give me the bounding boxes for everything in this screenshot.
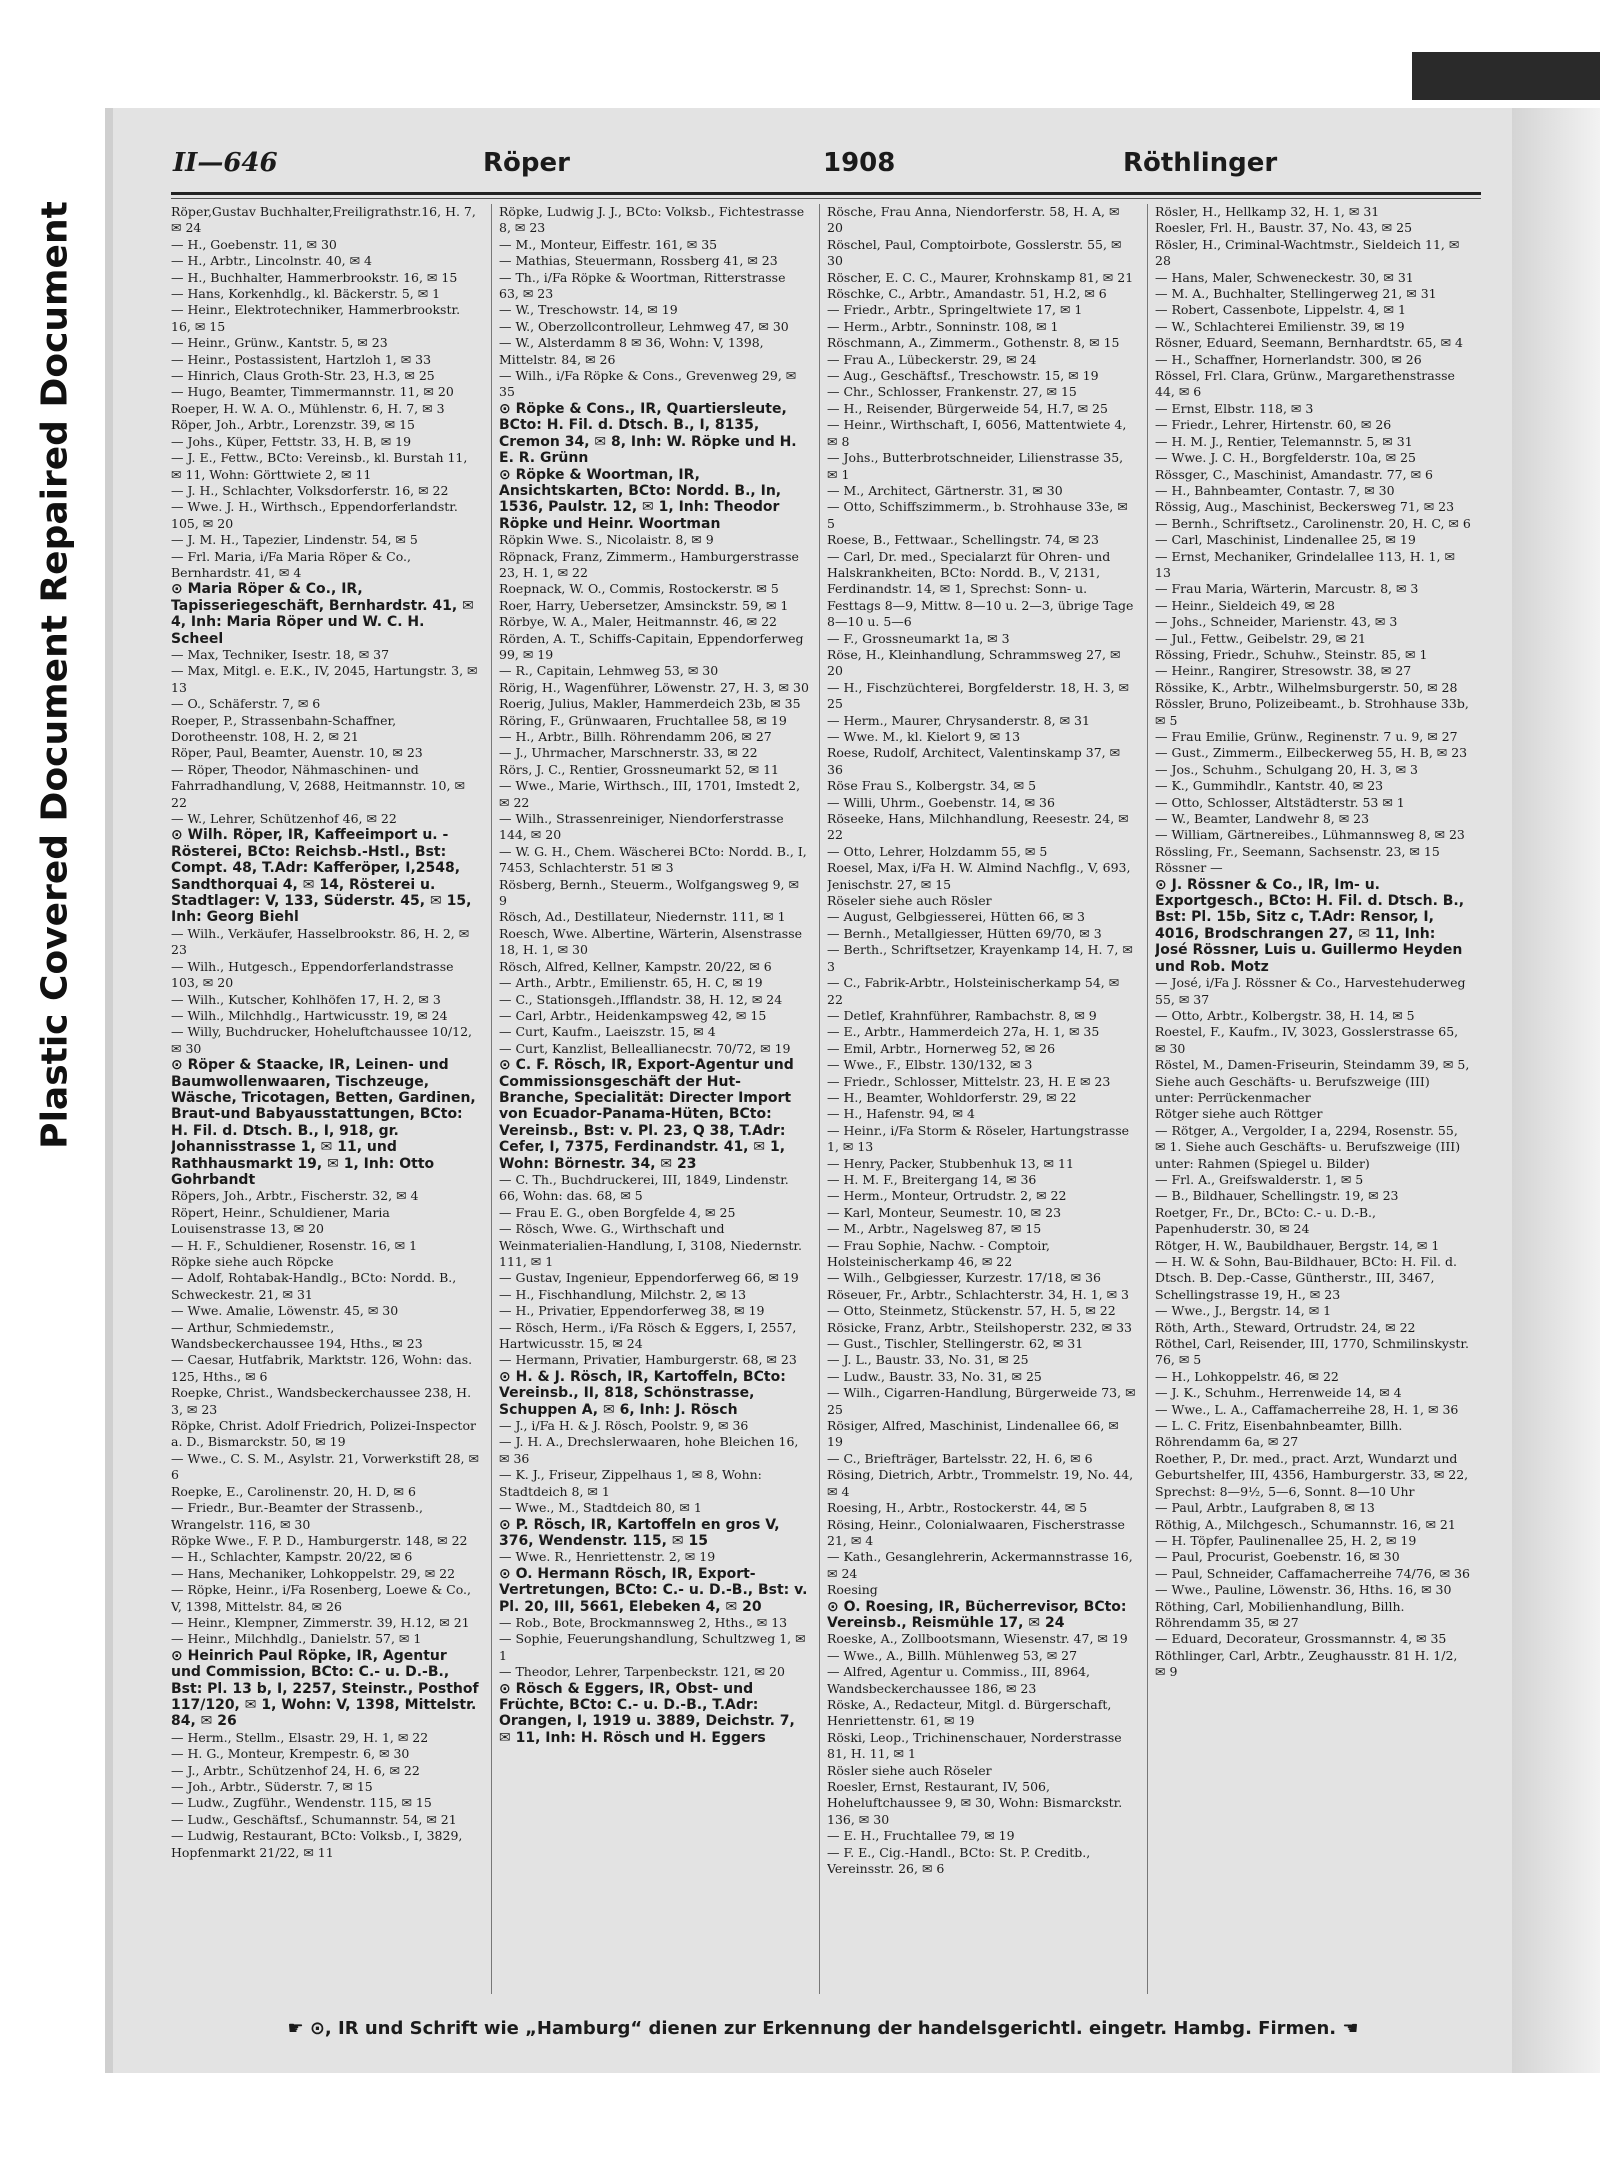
directory-entry: — Max, Techniker, Isestr. 18, ✉ 37 [171, 646, 390, 662]
directory-entry: — Heinr., Milchhdlg., Danielstr. 57, ✉ 1 [171, 1631, 422, 1647]
directory-entry: — H., Schlachter, Kampstr. 20/22, ✉ 6 [171, 1549, 413, 1565]
directory-entry: — Ludw., Baustr. 33, No. 31, ✉ 25 [827, 1368, 1042, 1384]
directory-entry: — Curt, Kanzlist, Belleallianecstr. 70/72, ✉ 19 [499, 1040, 791, 1056]
directory-entry: — Ernst, Elbstr. 118, ✉ 3 [1155, 400, 1314, 416]
directory-entry: Rösicke, Franz, Arbtr., Steilshoperstr. 232, ✉ 33 [827, 1319, 1132, 1335]
directory-entry: Rösner, Eduard, Seemann, Bernhardtstr. 65, ✉ 4 [1155, 335, 1463, 351]
directory-entry: Rörbye, W. A., Maler, Heitmannstr. 46, ✉ 22 [499, 614, 777, 630]
directory-entry: — Wwe., Marie, Wirthsch., III, 1701, Imstedt 2, ✉ 22 [499, 778, 801, 810]
directory-entry: Roesel, Max, i/Fa H. W. Almind Nachflg., V, 693, Jenischstr. 27, ✉ 15 [827, 860, 1131, 892]
directory-entry: — Friedr., Bur.-Beamter der Strassenb., Wrangelstr. 116, ✉ 30 [171, 1500, 423, 1532]
directory-entry: — Herm., Stellm., Elsastr. 29, H. 1, ✉ 22 [171, 1729, 429, 1745]
directory-entry: Roeper, H. W. A. O., Mühlenstr. 6, H. 7, ✉ 3 [171, 400, 445, 416]
directory-entry: — Herm., Arbtr., Sonninstr. 108, ✉ 1 [827, 318, 1059, 334]
directory-entry: Rösler, H., Hellkamp 32, H. 1, ✉ 31 [1155, 204, 1380, 219]
directory-entry: Rösch, Alfred, Kellner, Kampstr. 20/22, ✉ 6 [499, 958, 772, 974]
directory-entry: — J. E., Fettw., BCto: Vereinsb., kl. Burstah 11, ✉ 11, Wohn: Görttwiete 2, ✉ 11 [171, 450, 468, 482]
directory-entry: — Frau A., Lübeckerstr. 29, ✉ 24 [827, 351, 1037, 367]
directory-entry: — W., Treschowstr. 14, ✉ 19 [499, 302, 678, 318]
directory-entry: — H., Buchhalter, Hammerbrookstr. 16, ✉ 15 [171, 269, 458, 285]
directory-entry: — C. Th., Buchdruckerei, III, 1849, Lindenstr. 66, Wohn: das. 68, ✉ 5 [499, 1171, 789, 1204]
directory-entry: — Frl. A., Greifswalderstr. 1, ✉ 5 [1155, 1171, 1364, 1187]
directory-entry: Röthing, Carl, Mobilienhandlung, Billh. Röhrendamm 35, ✉ 27 [1155, 1598, 1405, 1630]
directory-entry: Rösing, Heinr., Colonialwaaren, Fischerstrasse 21, ✉ 4 [827, 1516, 1125, 1548]
directory-entry: — O., Schäferstr. 7, ✉ 6 [171, 696, 321, 712]
directory-entry: — W. G. H., Chem. Wäscherei BCto: Nordd. B., I, 7453, Schlachterstr. 51 ✉ 3 [499, 843, 807, 876]
directory-entry: — M. A., Buchhalter, Stellingerweg 21, ✉ 31 [1155, 286, 1437, 302]
directory-entry: — Berth., Schriftsetzer, Krayenkamp 14, H. 7, ✉ 3 [827, 942, 1133, 974]
directory-entry: — Wilh., Hutgesch., Eppendorferlandstrasse 103, ✉ 20 [171, 958, 454, 991]
directory-entry: — Joh., Arbtr., Süderstr. 7, ✉ 15 [171, 1779, 373, 1794]
directory-entry: — Ludwig, Restaurant, BCto: Volksb., I, 3829, Hopfenmarkt 21/22, ✉ 11 [171, 1828, 463, 1860]
directory-entry: — J. H., Schlachter, Volksdorferstr. 16, ✉ 22 [171, 482, 449, 498]
header-year: 1908 [823, 148, 896, 178]
directory-entry: Roesing, H., Arbtr., Rostockerstr. 44, ✉ 5 [827, 1500, 1088, 1516]
page-number: II—646 [173, 148, 278, 178]
directory-entry: — H. Töpfer, Paulinenallee 25, H. 2, ✉ 19 [1155, 1532, 1417, 1548]
directory-entry: — Jos., Schuhm., Schulgang 20, H. 3, ✉ 3 [1155, 761, 1418, 777]
directory-entry: — Wwe., M., Stadtdeich 80, ✉ 1 [499, 1500, 702, 1516]
directory-entry: — Heinr., Elektrotechniker, Hammerbrookstr. 16, ✉ 15 [171, 302, 461, 334]
directory-entry: Rösch, Ad., Destillateur, Niedernstr. 111, ✉ 1 [499, 909, 786, 925]
directory-entry: ⊙ Wilh. Röper, IR, Kaffeeimport u. -Rösterei, BCto: Reichsb.-Hstl., Bst: Compt. 48, T.Adr: Kafferöper, I,2548, Sandthorquai 4, ✉ 14, Rösterei u. Stadtlager: V, 133, Süderstr. 45, ✉ 15, Inh: Georg Biehl [171, 827, 472, 926]
directory-page [105, 108, 1520, 2073]
directory-entry: — Heinr., i/Fa Storm & Röseler, Hartungstrasse 1, ✉ 13 [827, 1122, 1130, 1155]
directory-entry: Röseeke, Hans, Milchhandlung, Reesestr. 24, ✉ 22 [827, 811, 1129, 843]
directory-entry: — Otto, Arbtr., Kolbergstr. 38, H. 14, ✉ 5 [1155, 1007, 1415, 1023]
directory-entry: — Wwe., L. A., Caffamacherreihe 28, H. 1, ✉ 36 [1155, 1401, 1459, 1417]
directory-entry: — W., Beamter, Landwehr 8, ✉ 23 [1155, 811, 1370, 827]
directory-entry: — Wilh., Kutscher, Kohlhöfen 17, H. 2, ✉ 3 [171, 991, 441, 1007]
directory-entry: ⊙ Röpke & Woortman, IR, Ansichtskarten, BCto: Nordd. B., In, 1536, Paulstr. 12, ✉ 1, Inh: Theodor Röpke und Heinr. Woortman [499, 466, 782, 532]
directory-entry: — J. M. H., Tapezier, Lindenstr. 54, ✉ 5 [171, 532, 418, 548]
directory-entry: — Willy, Buchdrucker, Hoheluftchaussee 10/12, ✉ 30 [171, 1024, 473, 1056]
directory-entry: Roepnack, W. O., Commis, Rostockerstr. ✉ 5 [499, 581, 779, 597]
directory-entry: — Chr., Schlosser, Frankenstr. 27, ✉ 15 [827, 384, 1077, 400]
directory-entry: — Friedr., Schlosser, Mittelstr. 23, H. E ✉ 23 [827, 1073, 1111, 1089]
directory-entry: ⊙ Maria Röper & Co., IR, Tapisseriegeschäft, Bernhardstr. 41, ✉ 4, Inh: Maria Röper und W. C. H. Scheel [171, 581, 474, 647]
directory-entry: — Wwe., C. S. M., Asylstr. 21, Vorwerkstift 28, ✉ 6 [171, 1450, 479, 1483]
directory-entry: — K. J., Friseur, Zippelhaus 1, ✉ 8, Wohn: Stadtdeich 8, ✉ 1 [499, 1467, 762, 1499]
directory-entry: — C., Briefträger, Bartelsstr. 22, H. 6, ✉ 6 [827, 1450, 1093, 1466]
directory-entry: — Otto, Schlosser, Altstädterstr. 53 ✉ 1 [1155, 794, 1405, 810]
directory-entry: — Carl, Arbtr., Heidenkampsweg 42, ✉ 15 [499, 1007, 767, 1023]
directory-entry: — W., Lehrer, Schützenhof 46, ✉ 22 [171, 811, 397, 827]
directory-entry: — Heinr., Postassistent, Hartzloh 1, ✉ 33 [171, 351, 432, 367]
directory-entry: — Wilh., Cigarren-Handlung, Bürgerweide 73, ✉ 25 [827, 1385, 1136, 1417]
directory-entry: Rössel, Frl. Clara, Grünw., Margarethenstrasse 44, ✉ 6 [1155, 368, 1455, 400]
directory-entry: — Caesar, Hutfabrik, Marktstr. 126, Wohn: das. 125, Hths., ✉ 6 [171, 1352, 473, 1384]
directory-entry: — Robert, Cassenbote, Lippelstr. 4, ✉ 1 [1155, 302, 1406, 318]
directory-entry: — Johs., Küper, Fettstr. 33, H. B, ✉ 19 [171, 433, 412, 449]
directory-entry: Roesler, Ernst, Restaurant, IV, 506, Hoheluftchaussee 9, ✉ 30, Wohn: Bismarckstr. 136, ✉ 30 [827, 1779, 1123, 1827]
directory-entry: — Hermann, Privatier, Hamburgerstr. 68, ✉ 23 [499, 1352, 797, 1368]
directory-entry: — Gust., Zimmerm., Eilbeckerweg 55, H. B, ✉ 23 [1155, 745, 1468, 761]
directory-entry: Röth, Arth., Steward, Ortrudstr. 24, ✉ 22 [1155, 1319, 1416, 1335]
directory-entry: — Sophie, Feuerungshandlung, Schultzweg 1, ✉ 1 [499, 1631, 806, 1663]
side-stamp [20, 140, 90, 1210]
directory-entry: Röpke, Christ. Adolf Friedrich, Polizei-Inspector a. D., Bismarckstr. 50, ✉ 19 [171, 1418, 476, 1450]
directory-entry: — H., Arbtr., Lincolnstr. 40, ✉ 4 [171, 253, 373, 269]
directory-entry: — Otto, Steinmetz, Stückenstr. 57, H. 5, ✉ 22 [827, 1303, 1116, 1319]
directory-entry: — W., Oberzollcontrolleur, Lehmweg 47, ✉ 30 [499, 318, 789, 334]
directory-entry: Roer, Harry, Uebersetzer, Amsinckstr. 59, ✉ 1 [499, 597, 789, 613]
directory-entry: — Ludw., Zugführ., Wendenstr. 115, ✉ 15 [171, 1795, 432, 1811]
directory-entry: Roeper, P., Strassenbahn-Schaffner, Dorotheenstr. 108, H. 2, ✉ 21 [171, 712, 397, 744]
directory-entry: — Jul., Fettw., Geibelstr. 29, ✉ 21 [1155, 630, 1366, 646]
scan-dark-corner [1412, 52, 1600, 100]
directory-entry: Röper,Gustav Buchhalter,Freiligrathstr.16, H. 7, ✉ 24 [171, 204, 476, 236]
directory-entry: — W., Alsterdamm 8 ✉ 36, Wohn: V, 1398, Mittelstr. 84, ✉ 26 [499, 335, 764, 367]
directory-entry: — Emil, Arbtr., Hornerweg 52, ✉ 26 [827, 1040, 1056, 1056]
directory-entry: Röthel, Carl, Reisender, III, 1770, Schmilinskystr. 76, ✉ 5 [1155, 1336, 1470, 1368]
directory-entry: — Th., i/Fa Röpke & Woortman, Ritterstrasse 63, ✉ 23 [499, 269, 786, 302]
directory-entry: — M., Monteur, Eiffestr. 161, ✉ 35 [499, 236, 718, 252]
directory-entry: — J. H. A., Drechslerwaaren, hohe Bleichen 16, ✉ 36 [499, 1434, 799, 1466]
directory-entry: — Curt, Kaufm., Laeiszstr. 15, ✉ 4 [499, 1024, 716, 1040]
directory-entry: Röpnack, Franz, Zimmerm., Hamburgerstrasse 23, H. 1, ✉ 22 [499, 548, 799, 580]
directory-entry: Roether, P., Dr. med., pract. Arzt, Wundarzt und Geburtshelfer, III, 4356, Hamburgerstr. 33, ✉ 22, Sprechst: 8—9½, 5—6, Sonnt. 8—10 Uhr [1155, 1450, 1469, 1499]
directory-entry: — J., Arbtr., Schützenhof 24, H. 6, ✉ 22 [171, 1762, 420, 1778]
header-rule-thin [171, 198, 1481, 199]
scan-top-margin [0, 0, 1600, 55]
directory-entry: Roestel, F., Kaufm., IV, 3023, Gosslerstrasse 65, ✉ 30 [1155, 1024, 1459, 1056]
directory-entry: Roesler, Frl. H., Baustr. 37, No. 43, ✉ 25 [1155, 220, 1413, 236]
column-3 [827, 204, 1137, 2004]
directory-entry: — Frau Maria, Wärterin, Marcustr. 8, ✉ 3 [1155, 581, 1419, 597]
directory-entry: — E. H., Fruchtallee 79, ✉ 19 [827, 1828, 1015, 1844]
directory-entry: — Wwe. Amalie, Löwenstr. 45, ✉ 30 [171, 1303, 399, 1319]
directory-entry: Röske, A., Redacteur, Mitgl. d. Bürgerschaft, Henriettenstr. 61, ✉ 19 [827, 1696, 1112, 1729]
directory-entry: — Wilh., Verkäufer, Hasselbrookstr. 86, H. 2, ✉ 23 [171, 925, 470, 958]
directory-entry: Röscher, E. C. C., Maurer, Krohnskamp 81, ✉ 21 [827, 269, 1134, 285]
directory-entry: — Paul, Arbtr., Laufgraben 8, ✉ 13 [1155, 1500, 1375, 1516]
directory-entry: — Gust., Tischler, Stellingerstr. 62, ✉ 31 [827, 1336, 1084, 1352]
directory-entry: — José, i/Fa J. Rössner & Co., Harvestehuderweg 55, ✉ 37 [1155, 975, 1466, 1007]
directory-entry: — Wwe., A., Billh. Mühlenweg 53, ✉ 27 [827, 1647, 1078, 1663]
directory-entry: Rötger siehe auch Röttger [1155, 1106, 1323, 1122]
directory-entry: — Heinr., Wirthschaft, I, 6056, Mattentwiete 4, ✉ 8 [827, 417, 1127, 449]
directory-entry: — C., Fabrik-Arbtr., Holsteinischerkamp 54, ✉ 22 [827, 975, 1120, 1007]
directory-entry: — Frau Emilie, Grünw., Reginenstr. 7 u. 9, ✉ 27 [1155, 729, 1458, 744]
directory-entry: — Gustav, Ingenieur, Eppendorferweg 66, ✉ 19 [499, 1270, 799, 1286]
directory-entry: — J., i/Fa H. & J. Rösch, Poolstr. 9, ✉ 36 [499, 1418, 749, 1434]
directory-entry: Röski, Leop., Trichinenschauer, Norderstrasse 81, H. 11, ✉ 1 [827, 1729, 1122, 1762]
directory-entry: — H. G., Monteur, Krempestr. 6, ✉ 30 [171, 1746, 410, 1762]
directory-entry: — Wwe. R., Henriettenstr. 2, ✉ 19 [499, 1549, 716, 1565]
directory-entry: Rörig, H., Wagenführer, Löwenstr. 27, H. 3, ✉ 30 [499, 679, 809, 695]
directory-entry: Roepke, E., Carolinenstr. 20, H. D, ✉ 6 [171, 1483, 416, 1499]
directory-entry: — Wwe. M., kl. Kielort 9, ✉ 13 [827, 729, 1021, 744]
directory-entry: — R., Capitain, Lehmweg 53, ✉ 30 [499, 663, 719, 679]
directory-entry: — Frl. Maria, i/Fa Maria Röper & Co., Bernhardstr. 41, ✉ 4 [171, 548, 412, 580]
directory-entry: — Henry, Packer, Stubbenhuk 13, ✉ 11 [827, 1155, 1074, 1171]
directory-entry: Röpke siehe auch Röpcke [171, 1254, 334, 1269]
column-2 [499, 204, 809, 2004]
directory-entry: — Frau Sophie, Nachw. - Comptoir, Holsteinischerkamp 46, ✉ 22 [827, 1237, 1050, 1269]
directory-entry: — Hans, Korkenhdlg., kl. Bäckerstr. 5, ✉ 1 [171, 286, 441, 302]
directory-entry: — E., Arbtr., Hammerdeich 27a, H. 1, ✉ 35 [827, 1024, 1100, 1040]
directory-entry: — Ernst, Mechaniker, Grindelallee 113, H. 1, ✉ 13 [1155, 548, 1455, 580]
directory-entry: — Wilh., Strassenreiniger, Niendorferstrasse 144, ✉ 20 [499, 811, 784, 843]
directory-entry: Rösiger, Alfred, Maschinist, Lindenallee 66, ✉ 19 [827, 1418, 1119, 1450]
directory-entry: Roesing [827, 1582, 878, 1598]
directory-entry: Roese, B., Fettwaar., Schellingstr. 74, ✉ 23 [827, 532, 1100, 548]
directory-entry: — Bernh., Metallgiesser, Hütten 69/70, ✉ 3 [827, 925, 1102, 941]
directory-entry: — H., Lohkoppelstr. 46, ✉ 22 [1155, 1368, 1339, 1384]
directory-entry: — Wilh., i/Fa Röpke & Cons., Grevenweg 29, ✉ 35 [499, 368, 797, 400]
directory-entry: ⊙ O. Roesing, IR, Bücherrevisor, BCto: Vereinsb., Reismühle 17, ✉ 24 [827, 1598, 1127, 1631]
page-header [173, 148, 1473, 188]
directory-entry: Röschel, Paul, Comptoirbote, Gosslerstr. 55, ✉ 30 [827, 236, 1122, 269]
directory-entry: Röschke, C., Arbtr., Amandastr. 51, H.2, ✉ 6 [827, 286, 1107, 302]
directory-entry: — Rötger, A., Vergolder, I a, 2294, Rosenstr. 55, ✉ 1. Siehe auch Geschäfts- u. Berufszweige (III) unter: Rahmen (Spiegel u. Bilder) [1155, 1122, 1461, 1171]
directory-entry: Röthig, A., Milchgesch., Schumannstr. 16, ✉ 21 [1155, 1516, 1456, 1532]
directory-entry: — Ludw., Geschäftsf., Schumannstr. 54, ✉ 21 [171, 1811, 457, 1827]
directory-entry: — Heinr., Rangirer, Stresowstr. 38, ✉ 27 [1155, 663, 1412, 679]
column-divider [819, 204, 820, 1994]
directory-entry: — Alfred, Agentur u. Commiss., III, 8964, Wandsbeckerchaussee 186, ✉ 23 [827, 1664, 1091, 1696]
directory-entry: Röpkin Wwe. S., Nicolaistr. 8, ✉ 9 [499, 532, 714, 548]
directory-entry: — Wwe., F., Elbstr. 130/132, ✉ 3 [827, 1057, 1033, 1073]
directory-entry: Röthlinger, Carl, Arbtr., Zeughausstr. 81 H. 1/2, ✉ 9 [1155, 1647, 1458, 1680]
header-name-from: Röper [483, 148, 570, 178]
directory-entry: Rösler siehe auch Röseler [827, 1762, 992, 1778]
directory-entry: Roerig, Julius, Makler, Hammerdeich 23b, ✉ 35 [499, 696, 801, 712]
directory-entry: Röstel, M., Damen-Friseurin, Steindamm 39, ✉ 5, Siehe auch Geschäfts- u. Berufszweige (III) unter: Perrückenmacher [1155, 1057, 1470, 1105]
directory-entry: Roeske, A., Zollbootsmann, Wiesenstr. 47, ✉ 19 [827, 1631, 1128, 1647]
directory-entry: — C., Stationsgeh.,Ifflandstr. 38, H. 12, ✉ 24 [499, 991, 783, 1007]
directory-entry: Roepke, Christ., Wandsbeckerchaussee 238, H. 3, ✉ 23 [171, 1385, 472, 1417]
directory-entry: — H., Beamter, Wohldorferstr. 29, ✉ 22 [827, 1089, 1077, 1105]
directory-entry: Röpers, Joh., Arbtr., Fischerstr. 32, ✉ 4 [171, 1188, 419, 1204]
directory-entry: — Wwe., Pauline, Löwenstr. 36, Hths. 16, ✉ 30 [1155, 1582, 1452, 1598]
directory-entry: Rössling, Fr., Seemann, Sachsenstr. 23, ✉ 15 [1155, 843, 1440, 859]
directory-entry: ⊙ Röpke & Cons., IR, Quartiersleute, BCto: H. Fil. d. Dtsch. B., I, 8135, Cremon 34, ✉ 8, Inh: W. Röpke und H. E. R. Grünn [499, 400, 797, 467]
directory-entry: — Heinr., Klempner, Zimmerstr. 39, H.12, ✉ 21 [171, 1614, 470, 1630]
directory-entry: — H., Fischhandlung, Milchstr. 2, ✉ 13 [499, 1286, 747, 1302]
directory-entry: — Carl, Dr. med., Specialarzt für Ohren- und Halskrankheiten, BCto: Nordd. B., V, 2131, Ferdinandstr. 14, ✉ 1, Sprechst: Sonn- u. Festtags 8—9, Mittw. 8—10 u. 2—3, übrige Tage 8—10 u. 5—6 [827, 548, 1134, 630]
directory-entry: — Hans, Maler, Schweneckestr. 30, ✉ 31 [1155, 269, 1414, 285]
directory-entry: — F., Grossneumarkt 1a, ✉ 3 [827, 630, 1010, 646]
directory-entry: — Otto, Lehrer, Holzdamm 55, ✉ 5 [827, 843, 1048, 859]
directory-entry: Röseuer, Fr., Arbtr., Schlachterstr. 34, H. 1, ✉ 3 [827, 1286, 1129, 1302]
column-4 [1155, 204, 1471, 2004]
directory-entry: — Röpke, Heinr., i/Fa Rosenberg, Loewe & Co., V, 1398, Mittelstr. 84, ✉ 26 [171, 1582, 471, 1614]
directory-entry: — Rösch, Wwe. G., Wirthschaft und Weinmaterialien-Handlung, I, 3108, Niedernstr. 111, ✉ 1 [499, 1221, 802, 1269]
directory-entry: — J., Uhrmacher, Marschnerstr. 33, ✉ 22 [499, 745, 758, 761]
directory-entry: Röper, Paul, Beamter, Auenstr. 10, ✉ 23 [171, 745, 423, 761]
directory-entry: Rötger, H. W., Baubildhauer, Bergstr. 14, ✉ 1 [1155, 1237, 1440, 1253]
directory-entry: Röschmann, A., Zimmerm., Gothenstr. 8, ✉ 15 [827, 335, 1120, 351]
directory-entry: — H., Privatier, Eppendorferweg 38, ✉ 19 [499, 1303, 765, 1319]
directory-entry: — H., Goebenstr. 11, ✉ 30 [171, 236, 337, 252]
directory-entry: ⊙ Rösch & Eggers, IR, Obst- und Früchte, BCto: C.- u. D.-B., T.Adr: Orangen, I, 1919 u. 3889, Deichstr. 7, ✉ 11, Inh: H. Rösch und H. Eggers [499, 1680, 795, 1746]
directory-entry: Rörs, J. C., Rentier, Grossneumarkt 52, ✉ 11 [499, 761, 779, 777]
directory-entry: — Hugo, Beamter, Timmermannstr. 11, ✉ 20 [171, 384, 454, 400]
directory-entry: — Detlef, Krahnführer, Rambachstr. 8, ✉ 9 [827, 1007, 1097, 1023]
directory-entry: Roesch, Wwe. Albertine, Wärterin, Alsenstrasse 18, H. 1, ✉ 30 [499, 925, 803, 958]
directory-entry: — J. L., Baustr. 33, No. 31, ✉ 25 [827, 1352, 1029, 1368]
directory-entry: Rössing, Friedr., Schuhw., Steinstr. 85, ✉ 1 [1155, 646, 1428, 662]
entry-columns [171, 204, 1481, 2004]
directory-entry: — H. M. J., Rentier, Telemannstr. 5, ✉ 31 [1155, 433, 1413, 449]
directory-entry: Röpke Wwe., F. P. D., Hamburgerstr. 148, ✉ 22 [171, 1532, 468, 1548]
header-name-to: Röthlinger [1123, 148, 1278, 178]
directory-entry: — J. K., Schuhm., Herrenweide 14, ✉ 4 [1155, 1385, 1402, 1401]
directory-entry: — H. W. & Sohn, Bau-Bildhauer, BCto: H. Fil. d. Dtsch. B. Dep.-Casse, Güntherstr., III, 3467, Schellingstrasse 19, H., ✉ 23 [1155, 1254, 1457, 1302]
directory-entry: — Johs., Butterbrotschneider, Lilienstrasse 35, ✉ 1 [827, 450, 1124, 482]
directory-entry: ⊙ J. Rössner & Co., IR, Im- u. Exportgesch., BCto: H. Fil. d. Dtsch. B., Bst: Pl. 15b, Sitz c, T.Adr: Rensor, I, 4016, Brodschrangen 27, ✉ 11, Inh: José Rössner, Luis u. Guillermo Heyden und Rob. Motz [1155, 876, 1465, 975]
directory-entry: Rössner — [1155, 860, 1223, 876]
directory-entry: — Paul, Schneider, Caffamacherreihe 74/76, ✉ 36 [1155, 1565, 1470, 1581]
directory-entry: — Röper, Theodor, Nähmaschinen- und Fahrradhandlung, V, 2688, Heitmannstr. 10, ✉ 22 [171, 761, 465, 810]
directory-entry: — Arthur, Schmiedemstr., Wandsbeckerchaussee 194, Hths., ✉ 23 [171, 1319, 423, 1352]
directory-entry: — Frau E. G., oben Borgfelde 4, ✉ 25 [499, 1204, 736, 1220]
directory-entry: Röring, F., Grünwaaren, Fruchtallee 58, ✉ 19 [499, 712, 787, 728]
directory-entry: — K., Gummihdlr., Kantstr. 40, ✉ 23 [1155, 778, 1384, 794]
directory-entry: ⊙ C. F. Rösch, IR, Export-Agentur und Commissionsgeschäft der Hut-Branche, Specialität: Directer Import von Ecuador-Panama-Hüten, BCto: Vereinsb., Bst: v. Pl. 23, Q 38, T.Adr: Cefer, I, 7375, Ferdinandstr. 41, ✉ 1, Wohn: Börnestr. 34, ✉ 23 [499, 1057, 794, 1172]
directory-entry: Rössger, C., Maschinist, Amandastr. 77, ✉ 6 [1155, 466, 1433, 482]
directory-entry: — Herm., Maurer, Chrysanderstr. 8, ✉ 31 [827, 712, 1090, 728]
directory-entry: — Willi, Uhrm., Goebenstr. 14, ✉ 36 [827, 794, 1055, 810]
directory-entry: ⊙ H. & J. Rösch, IR, Kartoffeln, BCto: Vereinsb., II, 818, Schönstrasse, Schuppen A, ✉ 6, Inh: J. Rösch [499, 1368, 786, 1418]
directory-entry: — Kath., Gesanglehrerin, Ackermannstrasse 16, ✉ 24 [827, 1549, 1133, 1581]
directory-entry: ⊙ P. Rösch, IR, Kartoffeln en gros V, 376, Wendenstr. 115, ✉ 15 [499, 1516, 780, 1549]
directory-entry: — L. C. Fritz, Eisenbahnbeamter, Billh. Röhrendamm 6a, ✉ 27 [1155, 1418, 1403, 1450]
directory-entry: — H., Schaffner, Hornerlandstr. 300, ✉ 26 [1155, 351, 1422, 367]
directory-entry: — Heinr., Sieldeich 49, ✉ 28 [1155, 597, 1335, 613]
column-divider [1147, 204, 1148, 1994]
directory-entry: — H. M. F., Breitergang 14, ✉ 36 [827, 1171, 1037, 1187]
directory-entry: — Aug., Geschäftsf., Treschowstr. 15, ✉ 19 [827, 368, 1099, 384]
page-footer-note: ☛ ⊙, IR und Schrift wie „Hamburg“ dienen zur Erkennung der handelsgerichtl. eingetr. Hambg. Firmen. ☚ [287, 2018, 1359, 2039]
directory-entry: — Rösch, Herm., i/Fa Rösch & Eggers, I, 2557, Hartwicusstr. 15, ✉ 24 [499, 1319, 797, 1352]
directory-entry: Rösche, Frau Anna, Niendorferstr. 58, H. A, ✉ 20 [827, 204, 1120, 236]
directory-entry: ⊙ O. Hermann Rösch, IR, Export-Vertretungen, BCto: C.- u. D.-B., Bst: v. Pl. 20, III, 5661, Elebeken 4, ✉ 20 [499, 1565, 808, 1615]
side-stamp-text: Plastic Covered Document Repaired Document [34, 201, 76, 1149]
directory-entry: — Wilh., Gelbgiesser, Kurzestr. 17/18, ✉ 36 [827, 1270, 1102, 1286]
directory-entry: — H., Reisender, Bürgerweide 54, H.7, ✉ 25 [827, 400, 1108, 416]
directory-entry: — Max, Mitgl. e. E.K., IV, 2045, Hartungstr. 3, ✉ 13 [171, 663, 478, 695]
column-1 [171, 204, 481, 2004]
directory-entry: Rösberg, Bernh., Steuerm., Wolfgangsweg 9, ✉ 9 [499, 876, 799, 909]
directory-entry: Rösing, Dietrich, Arbtr., Trommelstr. 19, No. 44, ✉ 4 [827, 1467, 1134, 1499]
directory-entry: — Wwe. J. H., Wirthsch., Eppendorferlandstr. 105, ✉ 20 [171, 499, 458, 531]
directory-entry: — Eduard, Decorateur, Grossmannstr. 4, ✉ 35 [1155, 1631, 1447, 1647]
directory-entry: — H., Fischzüchterei, Borgfelderstr. 18, H. 3, ✉ 25 [827, 679, 1130, 712]
directory-entry: Röseler siehe auch Rösler [827, 893, 992, 909]
directory-entry: Rössike, K., Arbtr., Wilhelmsburgerstr. 50, ✉ 28 [1155, 679, 1458, 695]
page-edge-shadow [1512, 108, 1600, 2073]
directory-entry: — Adolf, Rohtabak-Handlg., BCto: Nordd. B., Schweckestr. 21, ✉ 31 [171, 1270, 457, 1302]
directory-entry: — Carl, Maschinist, Lindenallee 25, ✉ 19 [1155, 532, 1416, 548]
directory-entry: Röpke, Ludwig J. J., BCto: Volksb., Fichtestrasse 8, ✉ 23 [499, 204, 805, 236]
directory-entry: Roetger, Fr., Dr., BCto: C.- u. D.-B., Papenhuderstr. 30, ✉ 24 [1155, 1204, 1376, 1237]
directory-entry: — B., Bildhauer, Schellingstr. 19, ✉ 23 [1155, 1188, 1399, 1204]
directory-entry: — Wwe. J. C. H., Borgfelderstr. 10a, ✉ 25 [1155, 450, 1416, 466]
directory-entry: Röse Frau S., Kolbergstr. 34, ✉ 5 [827, 778, 1037, 794]
directory-entry: — Theodor, Lehrer, Tarpenbeckstr. 121, ✉ 20 [499, 1664, 785, 1680]
directory-entry: — Herm., Monteur, Ortrudstr. 2, ✉ 22 [827, 1188, 1067, 1204]
directory-entry: Rössig, Aug., Maschinist, Beckersweg 71, ✉ 23 [1155, 499, 1455, 515]
directory-entry: — W., Schlachterei Emilienstr. 39, ✉ 19 [1155, 318, 1405, 334]
directory-entry: — Wwe., J., Bergstr. 14, ✉ 1 [1155, 1303, 1332, 1319]
directory-entry: — H., Bahnbeamter, Contastr. 7, ✉ 30 [1155, 482, 1395, 498]
directory-entry: Rörden, A. T., Schiffs-Capitain, Eppendorferweg 99, ✉ 19 [499, 630, 804, 662]
directory-entry: Rössler, Bruno, Polizeibeamt., b. Strohhause 33b, ✉ 5 [1155, 696, 1469, 728]
directory-entry: Rösler, H., Criminal-Wachtmstr., Sieldeich 11, ✉ 28 [1155, 236, 1460, 269]
directory-entry: — Rob., Bote, Brockmannsweg 2, Hths., ✉ 13 [499, 1614, 788, 1630]
directory-entry: Röpert, Heinr., Schuldiener, Maria Louisenstrasse 13, ✉ 20 [171, 1204, 390, 1237]
directory-entry: — Heinr., Grünw., Kantstr. 5, ✉ 23 [171, 335, 388, 351]
directory-entry: — M., Arbtr., Nagelsweg 87, ✉ 15 [827, 1221, 1042, 1237]
column-divider [491, 204, 492, 1994]
directory-entry: — Johs., Schneider, Marienstr. 43, ✉ 3 [1155, 614, 1398, 630]
directory-entry: — Hans, Mechaniker, Lohkoppelstr. 29, ✉ 22 [171, 1565, 456, 1581]
directory-entry: — H. F., Schuldiener, Rosenstr. 16, ✉ 1 [171, 1237, 418, 1253]
directory-entry: — H., Hafenstr. 94, ✉ 4 [827, 1106, 975, 1122]
directory-entry: ⊙ Heinrich Paul Röpke, IR, Agentur und Commission, BCto: C.- u. D.-B., Bst: Pl. 13 b, I, 2257, Steinstr., Posthof 117/120, ✉ 1, Wohn: V, 1398, Mittelstr. 84, ✉ 26 [171, 1647, 479, 1730]
directory-entry: ⊙ Röper & Staacke, IR, Leinen- und Baumwollenwaaren, Tischzeuge, Wäsche, Tricotagen, Betten, Gardinen, Braut-und Babyausstattungen, BCto: H. Fil. d. Dtsch. B., I, 918, gr. Johannisstrasse 1, ✉ 11, und Rathhausmarkt 19, ✉ 1, Inh: Otto Gohrbandt [171, 1057, 476, 1188]
directory-entry: — William, Gärtnereibes., Lühmannsweg 8, ✉ 23 [1155, 827, 1465, 843]
directory-entry: — August, Gelbgiesserei, Hütten 66, ✉ 3 [827, 909, 1085, 925]
directory-entry: — H., Arbtr., Billh. Röhrendamm 206, ✉ 27 [499, 729, 772, 744]
header-rule [171, 192, 1481, 195]
directory-entry: Roese, Rudolf, Architect, Valentinskamp 37, ✉ 36 [827, 745, 1121, 777]
directory-entry: — M., Architect, Gärtnerstr. 31, ✉ 30 [827, 482, 1063, 498]
directory-entry: — Arth., Arbtr., Emilienstr. 65, H. C, ✉ 19 [499, 975, 763, 991]
directory-entry: — F. E., Cig.-Handl., BCto: St. P. Creditb., Vereinsstr. 26, ✉ 6 [827, 1844, 1091, 1877]
directory-entry: — Bernh., Schriftsetz., Carolinenstr. 20, H. C, ✉ 6 [1155, 515, 1471, 531]
directory-entry: — Paul, Procurist, Goebenstr. 16, ✉ 30 [1155, 1549, 1400, 1565]
directory-entry: — Friedr., Lehrer, Hirtenstr. 60, ✉ 26 [1155, 417, 1392, 433]
directory-entry: Röse, H., Kleinhandlung, Schrammsweg 27, ✉ 20 [827, 646, 1121, 679]
directory-entry: — Otto, Schiffszimmerm., b. Strohhause 33e, ✉ 5 [827, 499, 1128, 531]
directory-entry: — Karl, Monteur, Seumestr. 10, ✉ 23 [827, 1204, 1062, 1220]
directory-entry: Röper, Joh., Arbtr., Lorenzstr. 39, ✉ 15 [171, 417, 415, 433]
directory-entry: — Mathias, Steuermann, Rossberg 41, ✉ 23 [499, 253, 778, 269]
directory-entry: — Friedr., Arbtr., Springeltwiete 17, ✉ 1 [827, 302, 1083, 318]
directory-entry: — Hinrich, Claus Groth-Str. 23, H.3, ✉ 25 [171, 368, 435, 384]
directory-entry: — Wilh., Milchhdlg., Hartwicusstr. 19, ✉ 24 [171, 1007, 448, 1023]
